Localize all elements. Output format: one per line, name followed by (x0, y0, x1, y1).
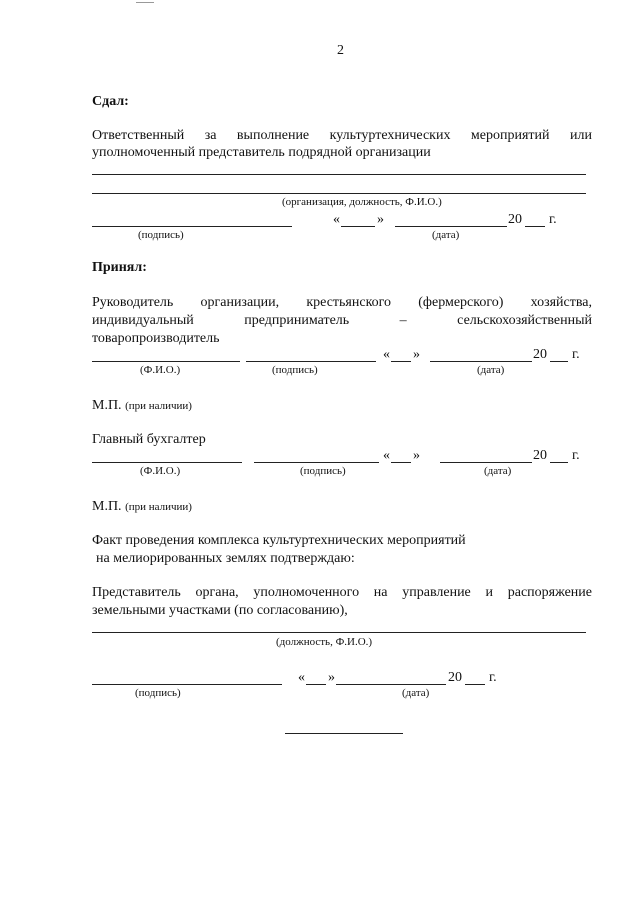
accepted-stamp-note: (при наличии) (125, 400, 192, 412)
handed-day-line (341, 226, 375, 227)
accepted-date-quote-open: « (383, 347, 390, 362)
representative-date-caption: (дата) (402, 687, 430, 699)
representative-signature-caption: (подпись) (135, 687, 181, 699)
handed-over-desc-line2: уполномоченный представитель подрядной организации (92, 145, 431, 160)
accountant-year-line (550, 462, 568, 463)
handed-date-caption: (дата) (432, 229, 460, 241)
accountant-month-line (440, 462, 532, 463)
representative-day-line (306, 684, 326, 685)
accountant-date-quote-open: « (383, 448, 390, 463)
accepted-signature-line (246, 361, 376, 362)
accepted-fio-caption: (Ф.И.О.) (140, 364, 181, 376)
handed-date-quote-open: « (333, 212, 340, 227)
accepted-signature-caption: (подпись) (272, 364, 318, 376)
accountant-fio-caption: (Ф.И.О.) (140, 465, 181, 477)
representative-month-line (336, 684, 446, 685)
accepted-date-caption: (дата) (477, 364, 505, 376)
accepted-stamp-label: М.П. (92, 398, 122, 413)
accepted-month-line (430, 361, 532, 362)
accepted-desc-line2: индивидуальный предприниматель – сельскохозяйственный (92, 313, 592, 328)
handed-over-desc-line1: Ответственный за выполнение культуртехнических мероприятий или (92, 128, 592, 143)
organization-caption: (организация, должность, Ф.И.О.) (282, 196, 442, 208)
representative-desc-line1: Представитель органа, уполномоченного на управление и распоряжение (92, 585, 592, 600)
representative-position-caption: (должность, Ф.И.О.) (276, 636, 373, 648)
chief-accountant-label: Главный бухгалтер (92, 432, 206, 447)
accountant-year-suffix: г. (572, 448, 580, 463)
representative-year-suffix: г. (489, 670, 497, 685)
accountant-stamp-label: М.П. (92, 499, 122, 514)
handed-year-suffix: г. (549, 212, 557, 227)
handed-signature-line (92, 226, 292, 227)
accountant-year-prefix: 20 (533, 448, 547, 463)
handed-month-line (395, 226, 507, 227)
handed-year-prefix: 20 (508, 212, 522, 227)
representative-desc-line2: земельными участками (по согласованию), (92, 603, 348, 618)
accepted-day-line (391, 361, 411, 362)
representative-date-quote-close: » (328, 670, 335, 685)
accepted-year-suffix: г. (572, 347, 580, 362)
accountant-signature-caption: (подпись) (300, 465, 346, 477)
accountant-stamp (92, 498, 192, 515)
organization-line-1 (92, 174, 586, 175)
representative-year-line (465, 684, 485, 685)
accountant-signature-line (254, 462, 379, 463)
accountant-day-line (391, 462, 411, 463)
representative-position-line (92, 632, 586, 633)
representative-date-quote-open: « (298, 670, 305, 685)
accepted-heading: Принял: (92, 260, 147, 275)
confirmation-line1: Факт проведения комплекса культуртехнических мероприятий (92, 533, 466, 548)
closing-separator (285, 733, 403, 734)
accountant-stamp-note: (при наличии) (125, 501, 192, 513)
accepted-desc-line1: Руководитель организации, крестьянского (фермерского) хозяйства, (92, 295, 592, 310)
organization-line-2 (92, 193, 586, 194)
accepted-stamp (92, 397, 192, 414)
representative-year-prefix: 20 (448, 670, 462, 685)
accepted-fio-line (92, 361, 240, 362)
page-number: 2 (337, 43, 344, 58)
accountant-date-quote-close: » (413, 448, 420, 463)
handed-year-line (525, 226, 545, 227)
accepted-year-prefix: 20 (533, 347, 547, 362)
handed-signature-caption: (подпись) (138, 229, 184, 241)
handed-date-quote-close: » (377, 212, 384, 227)
accepted-year-line (550, 361, 568, 362)
confirmation-line2: на мелиорированных землях подтверждаю: (96, 551, 355, 566)
handed-over-heading: Сдал: (92, 94, 129, 109)
accountant-fio-line (92, 462, 242, 463)
accepted-desc-line3: товаропроизводитель (92, 331, 220, 346)
representative-signature-line (92, 684, 282, 685)
scan-mark (136, 2, 154, 3)
accountant-date-caption: (дата) (484, 465, 512, 477)
accepted-date-quote-close: » (413, 347, 420, 362)
